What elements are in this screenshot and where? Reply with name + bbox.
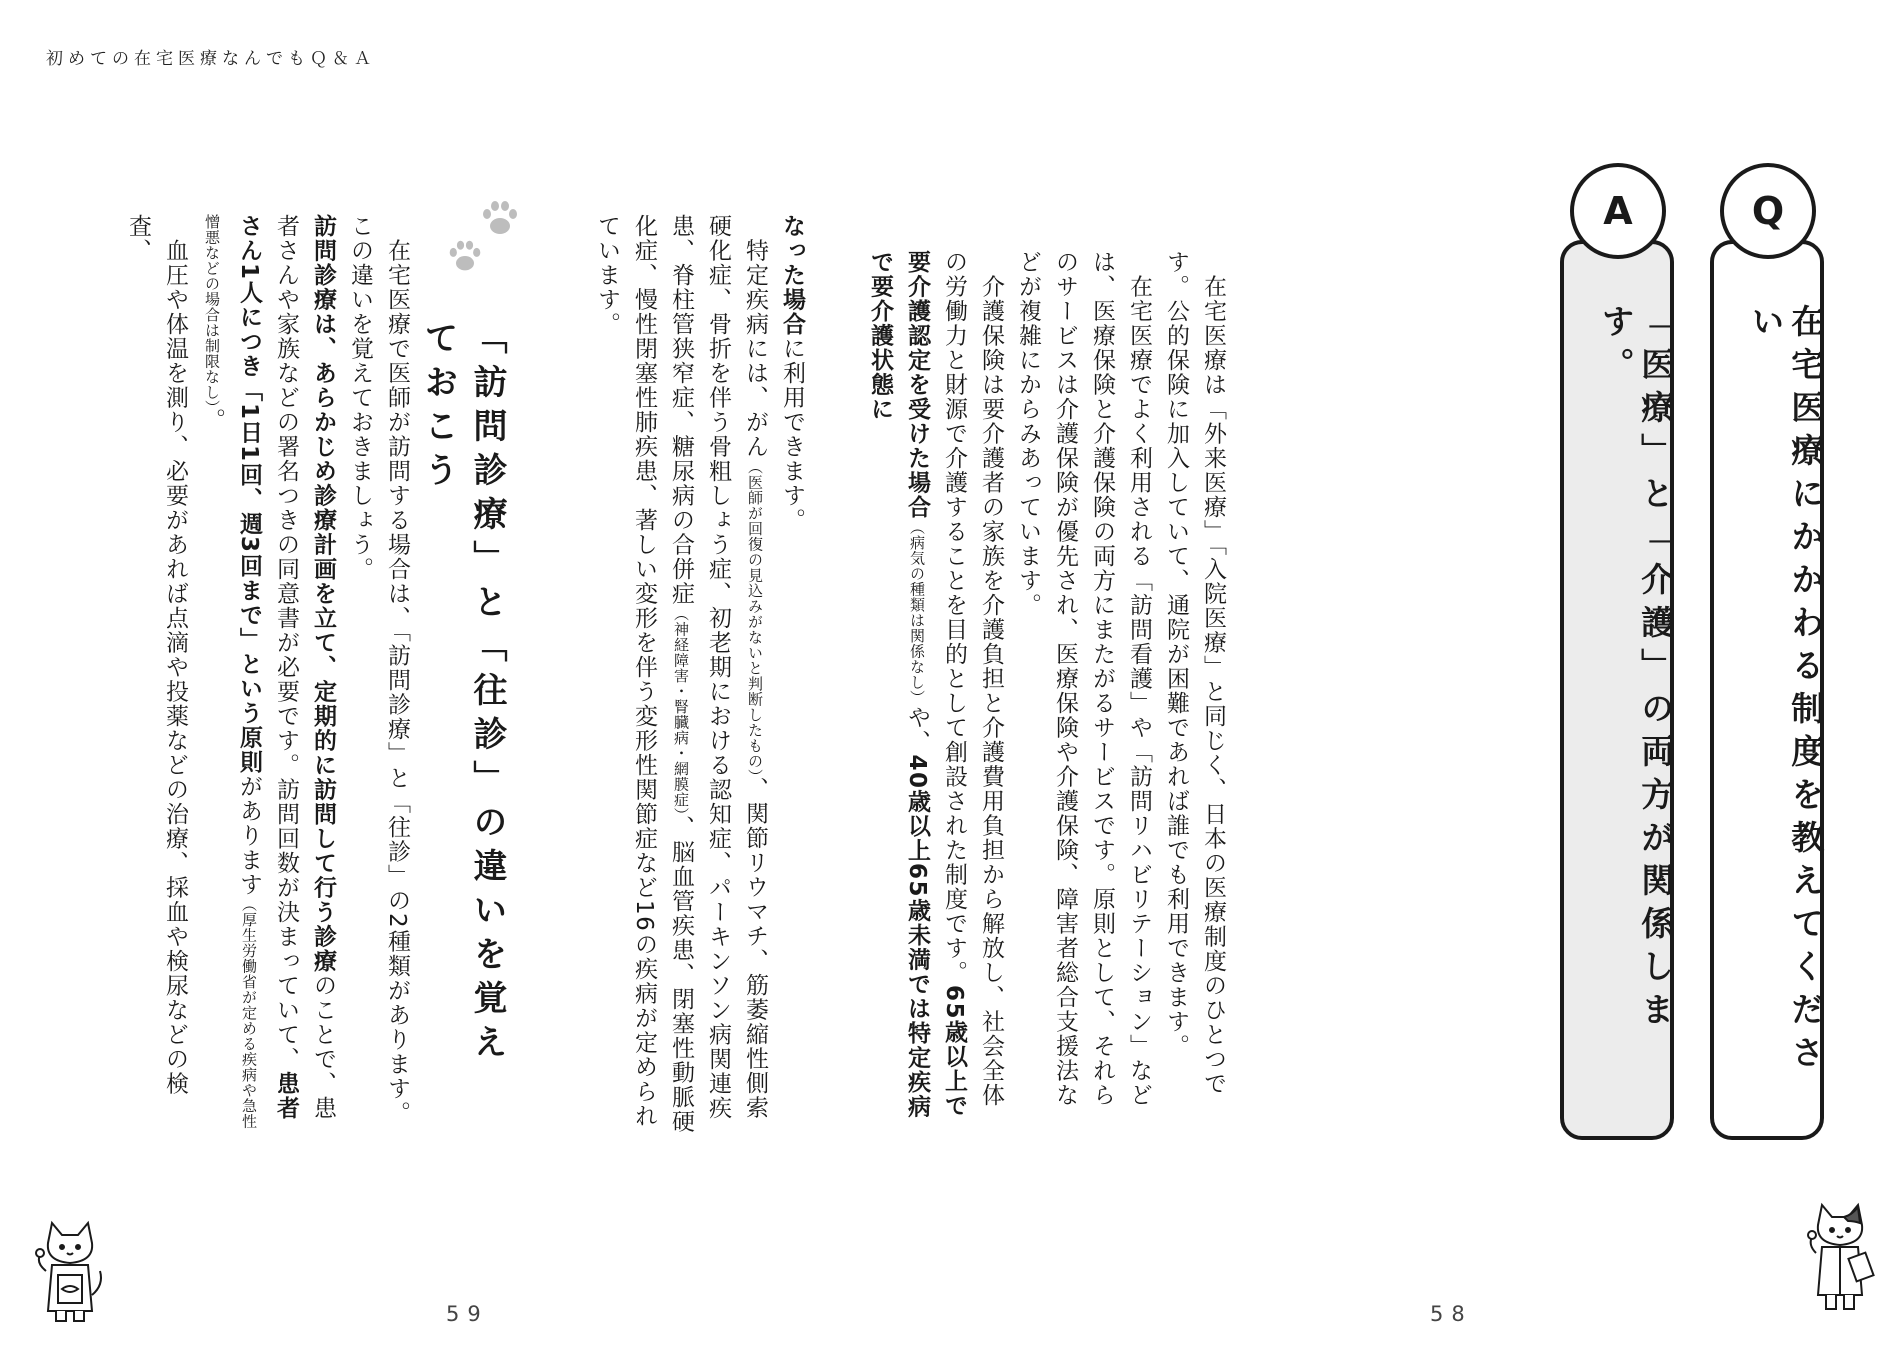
note-disease-type: （病気の種類は関係なし） (908, 519, 926, 706)
question-badge: Q (1720, 163, 1816, 259)
page-59-body-lower (125, 214, 415, 1144)
answer-text: 「医療」と「介護」の両方が関係します。 (1596, 304, 1676, 1035)
note-diabetes: （神経障害・腎臓病・網膜症） (672, 606, 690, 816)
paw-print-icon (445, 238, 485, 274)
emphasis-visit-limit: 患者さん1人につき「1日1回、週3回まで」という原則 (236, 214, 299, 1121)
note-cancer: （医師が回復の見込みがないと判断したもの） (746, 459, 764, 777)
cat-doctor-illustration (1800, 1195, 1880, 1315)
emphasis-visit-definition: 訪問診療は、あらかじめ診療計画を立て、定期的に訪問して行う診療 (310, 214, 336, 974)
question-box (1710, 240, 1824, 1140)
answer-box (1560, 240, 1674, 1140)
page-58-paragraph-1: 在宅医療は「外来医療」「入院医療」と同じく、日本の医療制度のひとつです。公的保険に加入していて、通院が困難であれば誰でも利用できます。 (1163, 250, 1226, 1096)
running-head: 初めての在宅医療なんでもＱ＆Ａ (46, 49, 376, 69)
page-number-59: 59 (446, 1302, 489, 1326)
page-number-58: 58 (1430, 1302, 1473, 1326)
emphasis-40-to-65: 40歳以上65歳未満では特定疾病で要介護状態に (867, 250, 930, 1119)
answer-badge: A (1570, 163, 1666, 259)
cat-apron-illustration (30, 1215, 110, 1325)
page-59-continuation: なった場合に利用できます。 (779, 214, 805, 533)
page-58-paragraph-3: 介護保険は要介護者の家族を介護負担と介護費用負担から解放し、社会全体の労働力と財源で介護することを目的として創設された制度です。65歳以上で要介護認定を受けた場合（病気の種類は関係なし）や、40歳以上65歳未満では特定疾病で要介護状態に (867, 250, 1004, 1119)
question-text: 在宅医療にかかわる制度を教えてください (1746, 304, 1826, 1078)
paw-print-icon (478, 198, 522, 238)
note-exceptions: （厚生労働省が定める疾病や急性憎悪などの場合は制限なし） (203, 214, 258, 1130)
page-59-paragraph-4: 血圧や体温を測り、必要があれば点滴や投薬などの治療、採血や検尿などの検査、 (125, 214, 188, 1096)
page-59-paragraph-2: 在宅医療で医師が訪問する場合は、「訪問診療」と「往診」の2種類があります。この違いを覚えておきましょう。 (347, 214, 410, 1126)
page-59-body-upper (560, 214, 810, 1134)
page-58-paragraph-2: 在宅医療でよく利用される「訪問看護」や「訪問リハビリテーション」などは、医療保険と介護保険の両方にまたがるサービスです。原則として、それらのサービスは介護保険が優先され、医療保険や介護保険、障害者総合支援法などが複雑にからみあっています。 (1015, 250, 1152, 1108)
emphasis-65-over: 65歳以上で要介護認定を受けた場合 (904, 250, 967, 1119)
page-59-paragraph-1: 特定疾病には、がん（医師が回復の見込みがないと判断したもの）、関節リウマチ、筋萎縮性側索硬化症、骨折を伴う骨粗しょう症、初老期における認知症、パーキンソン病関連疾患、脊柱管狭窄症、糖尿病の合併症（神経障害・腎臓病・網膜症）、脳血管疾患、閉塞性動脈硬化症、慢性閉塞性肺疾患、著しい変形を伴う変形性関節症など16の疾病が定められています。 (594, 214, 768, 1134)
section-subheading: 「訪問診療」と「往診」の違いを覚えておこう (418, 320, 507, 1068)
page-59-paragraph-3: 訪問診療は、あらかじめ診療計画を立て、定期的に訪問して行う診療のことで、患者さんや家族などの署名つきの同意書が必要です。訪問回数が決まっていて、患者さん1人につき「1日1回、週3回まで」という原則があります（厚生労働省が定める疾病や急性憎悪などの場合は制限なし）。 (199, 214, 336, 1130)
